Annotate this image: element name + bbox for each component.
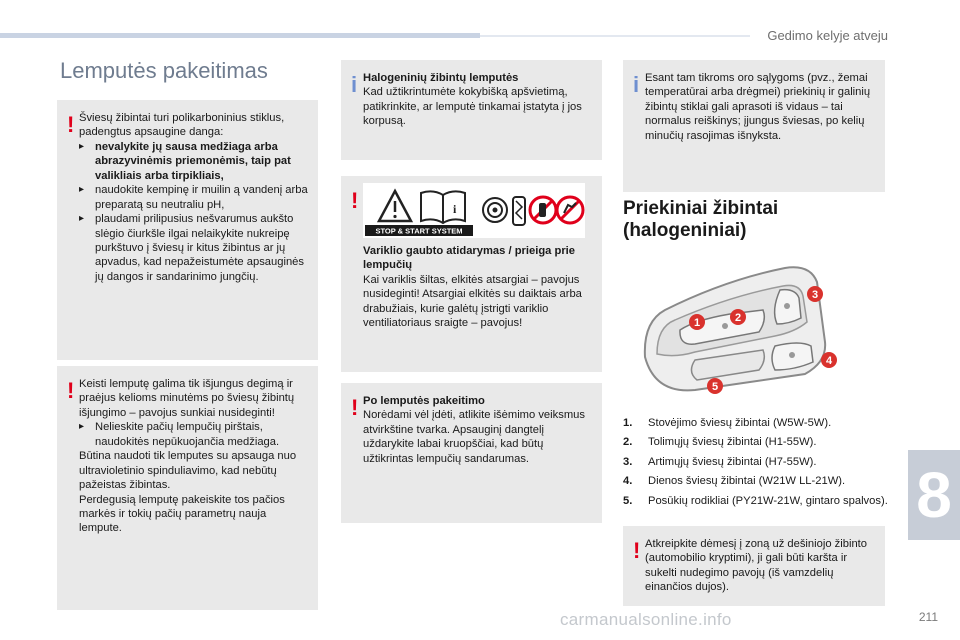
- box-text: Atkreipkite dėmesį į zoną už dešiniojo žibinto (automobilio kryptimi), ji gali būti karšta ir sukelti nudegimo pavojų (iš vamzdelių einančios dujos).: [645, 538, 868, 594]
- warning-box-after-change: [341, 383, 602, 523]
- warning-icon: !: [67, 378, 75, 403]
- no-hand-icon: [557, 197, 583, 223]
- list-item: 4. Dienos šviesų žibintai (W21W LL-21W).: [623, 475, 846, 488]
- list-item: 1. Stovėjimo šviesų žibintai (W5W-5W).: [623, 417, 832, 429]
- safety-icons-strip: [363, 183, 585, 238]
- info-box-condensation: [623, 60, 885, 192]
- svg-text:4: 4: [825, 355, 833, 367]
- svg-text:5: 5: [711, 381, 719, 393]
- list-item: ▸ nevalykite jų sausa medžiaga arba abrazyvinėmis priemonėmis, taip pat valikliais arba tirpikliais,: [79, 140, 291, 182]
- chapter-tab: 8: [908, 450, 960, 540]
- list-item: 5. Posūkių rodikliai (PY21W-21W, gintaro spalvos).: [623, 494, 888, 507]
- svg-text:i: i: [453, 202, 457, 216]
- callout-2: [730, 309, 746, 325]
- svg-text:1: 1: [693, 317, 701, 329]
- warning-box-hot-zone: [623, 526, 885, 606]
- warning-icon: !: [67, 112, 75, 137]
- svg-text:3: 3: [811, 289, 819, 301]
- callout-4: [821, 352, 837, 368]
- warning-box-lens-care: [57, 100, 318, 360]
- box-text: Keisti lemputę galima tik išjungus degimą ir praėjus kelioms minutėms po šviesų žibintų išjungimo – pavojus sunkiai nusideginti!: [79, 378, 295, 419]
- warning-icon: !: [351, 395, 359, 420]
- info-icon: i: [351, 72, 358, 97]
- box-heading: Variklio gaubto atidarymas / prieiga prie lempučių: [363, 245, 576, 272]
- list-item: ▸ naudokite kempinę ir muilin ą vandenį arba preparatą su neutraliu pH,: [79, 184, 308, 211]
- box-text: Kad užtikrintumėte kokybišką apšvietimą, patikrinkite, ar lemputė tinkamai įstatyta į jos korpusą.: [363, 86, 582, 128]
- stop-start-label: STOP & START SYSTEM: [375, 226, 463, 236]
- watermark: carmanualsonline.info: [560, 610, 732, 629]
- page-number: 211: [918, 610, 938, 624]
- no-touch-icon: [530, 197, 556, 223]
- box-text: Kai variklis šiltas, elkitės atsargiai – pavojus nusideginti! Atsargiai elkitės su daiktais arba drabužiais, kurie galėtų įstrigti variklio ventiliatoriaus sraigte – pavojus!: [363, 273, 582, 330]
- box-text: Esant tam tikroms oro sąlygoms (pvz., žemai temperatūrai arba drėgmei) priekinių ir galinių žibintų stiklai gali aprasoti iš vidaus – tai normalus reiškinys; įjungus šviesas, po kelių minučių rasojimas išnyksta.: [645, 72, 871, 142]
- warning-icon: !: [351, 188, 359, 213]
- list-item: ▸ Nelieskite pačių lempučių pirštais, naudokitės nepūkuojančia medžiaga.: [79, 421, 280, 448]
- callout-5: [707, 378, 723, 394]
- box-heading: Halogeninių žibintų lemputės: [363, 72, 519, 84]
- box-text: Būtina naudoti tik lemputes su apsauga nuo ultravioletinio spinduliavimo, kad nebūtų pažeistas žibintas.: [79, 450, 297, 492]
- list-item: ▸ plaudami prilipusius nešvarumus aukšto slėgio čiurkšle ilgai nelaikykite nukreipę purkštuvo į šviesų ir kitus žibintus ar jų apvadus, kad nepažeistumėte apsauginės jų dangos ir sandarinimo jungčių.: [79, 213, 304, 283]
- headlamp-diagram: [635, 262, 845, 402]
- callout-1: [689, 314, 705, 330]
- callout-3: [807, 286, 823, 302]
- section-heading: Priekiniai žibintai (halogeniniai): [623, 198, 779, 242]
- warning-box-bulb-change: [57, 366, 318, 610]
- svg-text:2: 2: [734, 312, 742, 324]
- header-bar-thin: [480, 35, 750, 37]
- header-bar: [0, 33, 480, 38]
- bullet-icon: ▸: [79, 421, 85, 433]
- bullet-icon: ▸: [79, 184, 85, 196]
- section-header: Gedimo kelyje atveju: [767, 28, 888, 43]
- box-text: Norėdami vėl įdėti, atlikite išėmimo veiksmus atvirkštine tvarka. Apsauginį dangtelį uždarykite labai kruopščiai, kad būtų užtikrintas lempučių sandarumas.: [363, 409, 585, 465]
- list-item: 2. Tolimųjų šviesų žibintai (H1-55W).: [623, 436, 817, 449]
- box-heading: Po lemputės pakeitimo: [363, 395, 485, 407]
- box-text: Perdegusią lemputę pakeiskite tos pačios markės ir tokių pačių parametrų nauja lempute.: [79, 493, 285, 535]
- box-intro: Šviesų žibintai turi polikarboninius stiklus, padengtus apsaugine danga:: [79, 112, 285, 139]
- info-box-halogen: [341, 60, 602, 160]
- bulb-legend: [623, 416, 888, 513]
- info-icon: i: [633, 72, 640, 97]
- bullet-icon: ▸: [79, 140, 85, 152]
- page-title: Lemputės pakeitimas: [60, 58, 268, 83]
- warning-icon: !: [633, 538, 641, 563]
- bullet-icon: ▸: [79, 213, 85, 225]
- list-item: 3. Artimųjų šviesų žibintai (H7-55W).: [623, 455, 817, 468]
